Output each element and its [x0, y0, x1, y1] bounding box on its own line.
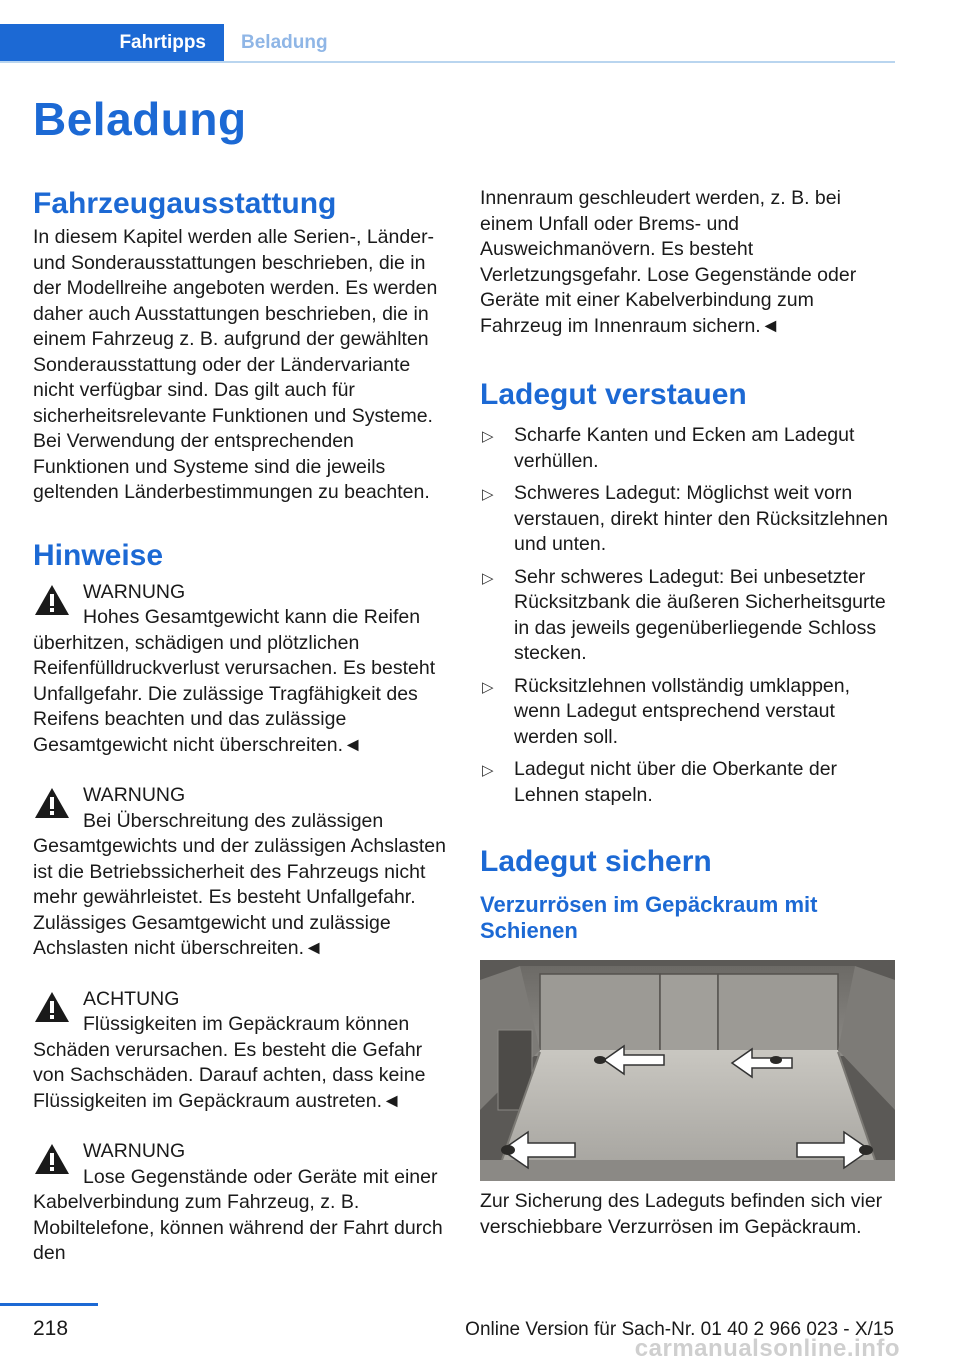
warning-label: WARNUNG [83, 580, 186, 603]
triangle-bullet-icon: ▷ [482, 428, 494, 445]
warning-label: WARNUNG [83, 784, 186, 806]
list-item: ▷ Rücksitzlehnen vollständig umklappen, wenn Ladegut entsprechend verstaut werden soll. [482, 674, 851, 748]
caution-text: Flüssigkeiten im Gepäckraum können Schäden verursachen. Es besteht die Gefahr von Sachschäden. Darauf achten, dass keine Flüssigkeiten im Gepäckraum austreten.◄ [33, 1013, 426, 1112]
footer-accent-line [0, 1303, 98, 1306]
bullet-list [480, 423, 893, 808]
warning-block [33, 580, 446, 759]
list-item: ▷ Ladegut nicht über die Oberkante der Lehnen stapeln. [482, 758, 838, 806]
warning-block [33, 1139, 446, 1267]
list-item: ▷ Schweres Ladegut: Möglichst weit vorn verstauen, direkt hinter den Rücksitzlehnen und unten. [482, 482, 888, 555]
section-title-ladegut-sichern: Ladegut sichern [480, 845, 712, 878]
section-title-hinweise: Hinweise [33, 538, 164, 572]
page-title: Beladung [33, 93, 247, 145]
warning-triangle-icon [33, 989, 71, 1025]
triangle-bullet-icon: ▷ [482, 486, 494, 503]
subsection-title-verzurroesen: Verzurrösen im Gepäckraum mit Schienen [480, 892, 818, 943]
triangle-bullet-icon: ▷ [482, 569, 494, 587]
triangle-bullet-icon: ▷ [482, 678, 494, 696]
tab-beladung[interactable]: Beladung [241, 32, 328, 53]
cargo-area-photo [480, 960, 895, 1181]
photo-caption: Zur Sicherung des Ladeguts befinden sich vier verschiebbare Verzurrösen im Gepäckraum. [480, 1190, 883, 1238]
warning-triangle-icon [33, 785, 71, 821]
header-tabbar [0, 24, 895, 63]
section-title-ladegut-verstauen: Ladegut verstauen [480, 378, 747, 411]
warning-text: Bei Überschreitung des zulässigen Gesamtgewichts und der zulässigen Achslasten ist die Betriebssicherheit des Fahrzeugs nicht mehr gewährleistet. Es besteht Unfallgefahr. Zulässiges Gesamtgewicht und zulässige Achslasten nicht überschreiten.◄ [33, 809, 446, 959]
tab-fahrtipps[interactable]: Fahrtipps [0, 24, 224, 61]
list-item: ▷ Scharfe Kanten und Ecken am Ladegut verhüllen. [482, 424, 855, 472]
caution-block [33, 987, 446, 1115]
section-title-fahrzeugausstattung: Fahrzeugausstattung [33, 187, 337, 220]
watermark: carmanualsonline.info [634, 1335, 900, 1362]
page-number: 218 [33, 1317, 69, 1340]
warning-text: Lose Gegenstände oder Geräte mit einer Kabelverbindung zum Fahrzeug, z. B. Mobiltelefone, können während der Fahrt durch den [33, 1165, 443, 1264]
online-version-text: Online Version für Sach-Nr. 01 40 2 966 023 - X/15 [465, 1319, 894, 1340]
caution-label: ACHTUNG [83, 987, 180, 1010]
left-column [33, 186, 446, 1267]
continued-warning-text: Innenraum geschleudert werden, z. B. bei einem Unfall oder Brems- und Ausweichmanövern. Es besteht Verletzungsgefahr. Lose Gegenstände oder Geräte mit einer Kabelverbindung zum Fahrzeug im Innenraum sichern.◄ [480, 187, 857, 337]
section-text-fahrzeugausstattung: In diesem Kapitel werden alle Serien-, Länder- und Sonderausstattungen beschrieben, die in der Modellreihe angeboten werden. Es werden daher auch Ausstattungen beschrieben, die in einem Fahrzeug z. B. aufgrund der gewählten Sonderausstattung oder der Ländervariante nicht verfügbar sind. Das gilt auch für sicherheitsrelevante Funktionen und Systeme. Bei Verwendung der entsprechenden Funktionen und Systeme sind die jeweils geltenden Länderbestimmungen zu beachten. [33, 226, 438, 503]
warning-triangle-icon [33, 1141, 71, 1177]
warning-block [33, 783, 446, 962]
warning-triangle-icon [33, 582, 71, 618]
triangle-bullet-icon: ▷ [482, 762, 494, 779]
warning-text: Hohes Gesamtgewicht kann die Reifen überhitzen, schädigen und plötzlichen Reifenfülldruckverlust verursachen. Es besteht Unfallgefahr. Die zulässige Tragfähigkeit des Reifens beachten und das zulässige Gesamtgewicht nicht überschreiten.◄ [33, 606, 436, 756]
list-item: ▷ Sehr schweres Ladegut: Bei unbesetzter Rücksitzbank die äußeren Sicherheitsgurte in das jeweils gegenüberliegende Schloss stecken. [482, 565, 886, 664]
right-column [480, 186, 893, 1240]
warning-label: WARNUNG [83, 1140, 186, 1162]
